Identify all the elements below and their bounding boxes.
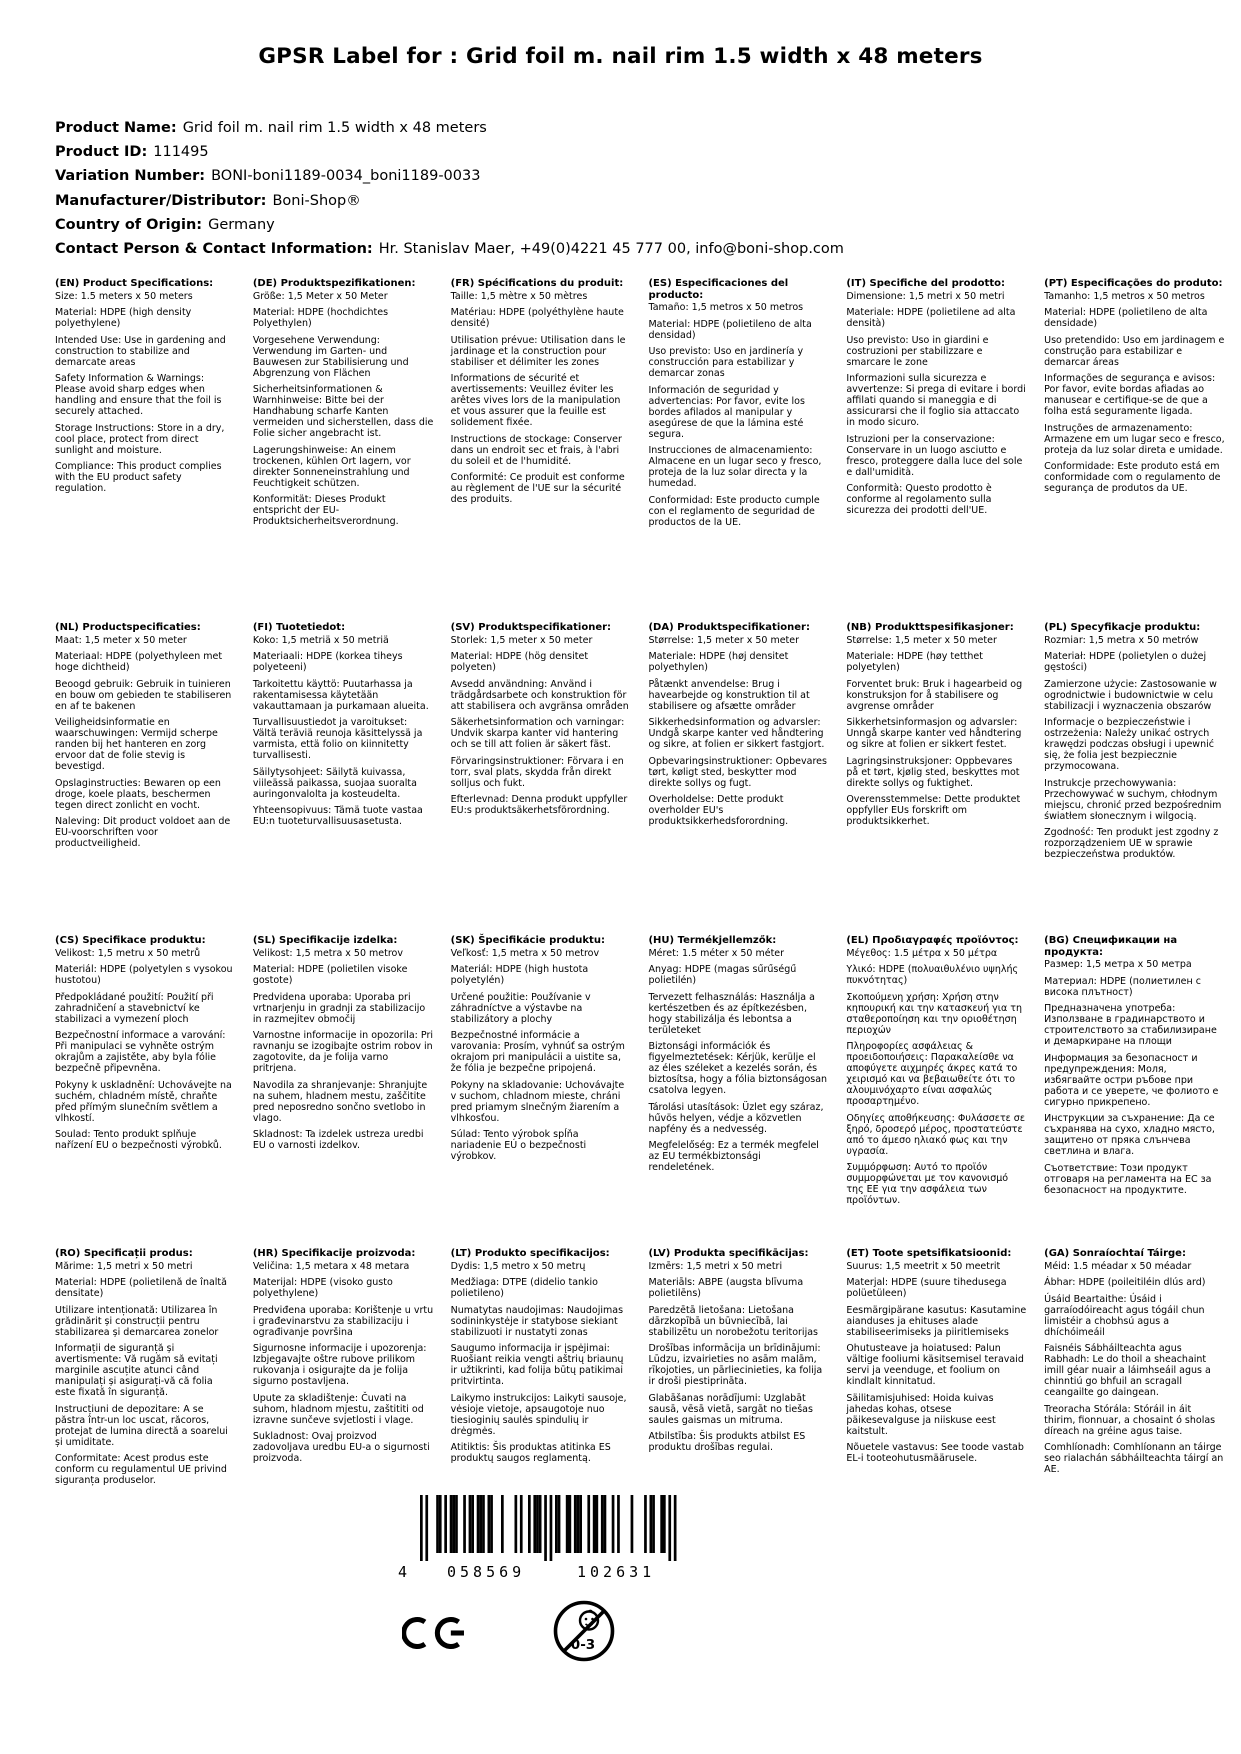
block-header-da: (DA) Produktspecifikationer: bbox=[648, 622, 810, 633]
block-item: Atbilstība: Šis produkts atbilst ES produktu drošības regulai. bbox=[648, 1431, 806, 1454]
block-item: Uso previsto: Uso en jardinería y construcción para estabilizar y demarcar zonas bbox=[648, 346, 804, 380]
block-item: Material: HDPE (polietileno de alta densidad) bbox=[648, 318, 812, 341]
block-item: Suurus: 1,5 meetrit x 50 meetrit bbox=[846, 1260, 1001, 1272]
block-item: Soulad: Tento produkt splňuje nařízení EU o bezpečnosti výrobků. bbox=[55, 1129, 222, 1152]
block-item: Ábhar: HDPE (poileitiléin dlús ard) bbox=[1044, 1277, 1206, 1289]
block-item: Méid: 1.5 méadar x 50 méadar bbox=[1044, 1260, 1192, 1272]
lang-grid-row-3 bbox=[55, 935, 1225, 1212]
lang-block-it bbox=[846, 278, 1027, 533]
lang-block-bg bbox=[1044, 935, 1225, 1212]
block-item: Conformitate: Acest produs este conform cu regulamentul UE privind siguranța produselor. bbox=[55, 1453, 227, 1487]
block-item: Vorgesehene Verwendung: Verwendung im Garten- und Bauwesen zur Stabilisierung und Abgrenzung von Flächen bbox=[252, 334, 409, 379]
block-header-bg: (BG) Спецификации на продукта: bbox=[1044, 935, 1178, 958]
bottom-symbols-section bbox=[0, 1495, 1241, 1735]
block-header-sv: (SV) Produktspecifikationer: bbox=[450, 622, 612, 633]
block-item: Material: HDPE (polietilenă de înaltă densitate) bbox=[55, 1277, 227, 1300]
block-item: Předpokládané použití: Použití při zahradničení a stavebnictví ke stabilizaci a vymezení ploch bbox=[55, 991, 214, 1025]
barcode-first-digit: 4 bbox=[398, 1563, 408, 1581]
block-item: Instrucciones de almacenamiento: Almacene en un lugar seco y fresco, proteja de la luz solar directa y la humedad. bbox=[648, 445, 822, 490]
block-header-hu: (HU) Termékjellemzők: bbox=[648, 935, 777, 946]
block-item: Atitiktis: Šis produktas atitinka ES produktų saugos reglamentą. bbox=[450, 1442, 611, 1465]
block-item: Tarkoitettu käyttö: Puutarhassa ja rakentamisessa käytetään vakauttamaan ja purkamaan alueita. bbox=[252, 678, 429, 712]
block-item: Информация за безопасност и предупреждения: Моля, избягвайте остри ръбове при работа и се уверете, че фолиото е сигурно прикрепено. bbox=[1044, 1052, 1219, 1108]
block-item: Инструкции за съхранение: Да се съхранява на сухо, хладно място, защитено от пряка слънчева светлина и влага. bbox=[1044, 1113, 1215, 1158]
block-item: Zgodność: Ten produkt jest zgodny z rozporządzeniem UE w sprawie bezpieczeństwa produktów. bbox=[1044, 827, 1219, 861]
block-item: Veiligheidsinformatie en waarschuwingen: Vermijd scherpe randen bij het hanteren en zorg ervoor dat de folie stevig is bevestigd. bbox=[55, 717, 218, 773]
block-item: Koko: 1,5 metriä x 50 metriä bbox=[252, 634, 389, 646]
block-item: Sikkerhetsinformasjon og advarsler: Unngå skarpe kanter ved håndtering og sikre at folien er sikkert festet. bbox=[846, 717, 1022, 751]
block-header-lv: (LV) Produkta specifikācijas: bbox=[648, 1248, 809, 1259]
block-item: Opbevaringsinstruktioner: Opbevares tørt, køligt sted, beskytter mod direkte sollys og fugt. bbox=[648, 755, 827, 789]
block-header-nb: (NB) Produkttspesifikasjoner: bbox=[846, 622, 1014, 633]
lang-block-ga bbox=[1044, 1248, 1225, 1492]
block-item: Informazioni sulla sicurezza e avvertenze: Si prega di evitare i bordi affilati quando si maneggia e di assicurarsi che il foglio sia attaccato in modo sicuro. bbox=[846, 373, 1026, 429]
block-item: Matériau: HDPE (polyéthylène haute densité) bbox=[450, 307, 624, 330]
block-item: Méret: 1.5 méter x 50 méter bbox=[648, 947, 785, 959]
block-item: Πληροφορίες ασφάλειας & προειδοποιήσεις: Παρακαλείσθε να αποφύγετε αιχμηρές άκρες κατά το χειρισμό και να βεβαιωθείτε ότι το αλουμινόχαρτο είναι ασφαλώς προσαρτημένο. bbox=[846, 1041, 1018, 1108]
block-item: Numatytas naudojimas: Naudojimas sodininkystėje ir statybose siekiant stabilizuoti ir nustatyti zonas bbox=[450, 1304, 624, 1338]
block-item: Informations de sécurité et avertissements: Veuillez éviter les arêtes vives lors de la manipulation et vous assurer que la feuille est solidement fixée. bbox=[450, 373, 621, 429]
block-header-cs: (CS) Specifikace produktu: bbox=[55, 935, 206, 946]
block-item: Materiale: HDPE (høy tetthet polyetylen) bbox=[846, 651, 983, 674]
product-name-line bbox=[55, 120, 1155, 138]
lang-block-el bbox=[846, 935, 1027, 1212]
age-warning-text: 0-3 bbox=[570, 1637, 596, 1653]
block-item: Materiale: HDPE (høj densitet polyethylen) bbox=[648, 651, 789, 674]
block-item: Storage Instructions: Store in a dry, cool place, protect from direct sunlight and moisture. bbox=[55, 422, 225, 456]
lang-block-hu bbox=[648, 935, 829, 1212]
block-item: Faisnéis Sábháilteachta agus Rabhadh: Le do thoil a sheachaint imill géar nuair a láimhseáil agus a chinntiú go bhfuil an scragall ceangailte go daingean. bbox=[1044, 1343, 1211, 1399]
lang-block-hr bbox=[253, 1248, 434, 1492]
variation-number-value: BONI-boni1189-0034_boni1189-0033 bbox=[211, 168, 481, 185]
lang-block-sv bbox=[451, 622, 632, 866]
lang-grid-row-1 bbox=[55, 278, 1225, 533]
block-item: Materjal: HDPE (suure tihedusega polüetüleen) bbox=[846, 1277, 1007, 1300]
block-item: Drošības informācija un brīdinājumi: Lūdzu, izvairieties no asām malām, rīkojoties, un pārliecinieties, ka folija ir droši piestiprināta. bbox=[648, 1343, 823, 1388]
block-item: Velikost: 1,5 metra x 50 metrov bbox=[252, 947, 403, 959]
block-item: Uso pretendido: Uso em jardinagem e construção para estabilizar e demarcar áreas bbox=[1044, 334, 1225, 368]
block-item: Materiál: HDPE (high hustota polyetylén) bbox=[450, 964, 589, 987]
block-item: Предназначена употреба: Използване в градинарството и строителството за стабилизиране и демаркиране на площи bbox=[1044, 1003, 1217, 1048]
block-item: Lagerungshinweise: An einem trockenen, kühlen Ort lagern, vor direkter Sonneneinstrahlung und Feuchtigkeit schützen. bbox=[252, 444, 411, 489]
block-item: Conformità: Questo prodotto è conforme al regolamento sulla sicurezza dei prodotti dell'UE. bbox=[846, 483, 992, 517]
block-item: Conformidad: Este producto cumple con el reglamento de seguridad de productos de la UE. bbox=[648, 494, 820, 528]
block-item: Informações de segurança e avisos: Por favor, evite bordas afiadas ao manusear e certifique-se de que a folha está seguramente ligada. bbox=[1044, 373, 1216, 418]
country-of-origin-value: Germany bbox=[208, 216, 275, 233]
block-header-fi: (FI) Tuotetiedot: bbox=[252, 622, 346, 633]
block-item: Instrukcje przechowywania: Przechowywać w suchym, chłodnym miejscu, chronić przed bezpośrednim światłem słonecznym i wilgocią. bbox=[1044, 777, 1222, 822]
variation-number-line bbox=[55, 168, 1155, 186]
block-item: Συμμόρφωση: Αυτό το προϊόν συμμορφώνεται με τον κανονισμό της ΕΕ για την ασφάλεια των προϊόντων. bbox=[846, 1162, 1009, 1207]
block-item: Bezpečnostní informace a varování: Při manipulaci se vyhněte ostrým okrajům a zajistěte, aby byla fólie bezpečně připevněna. bbox=[55, 1030, 226, 1075]
product-name-label: Product Name: bbox=[55, 120, 177, 136]
block-item: Utilisation prévue: Utilisation dans le jardinage et la construction pour stabiliser et délimiter les zones bbox=[450, 334, 626, 368]
variation-number-label: Variation Number: bbox=[55, 168, 206, 185]
lang-block-fr bbox=[451, 278, 632, 533]
block-item: Säkerhetsinformation och varningar: Undvik skarpa kanter vid hantering och se till att folien är säkert fäst. bbox=[450, 717, 625, 751]
block-item: Material: HDPE (hochdichtes Polyethylen) bbox=[252, 307, 389, 330]
product-id-value: 111495 bbox=[153, 144, 209, 161]
page-title: GPSR Label for : Grid foil m. nail rim 1.5 width x 48 meters bbox=[258, 44, 983, 69]
block-item: Izmērs: 1,5 metri x 50 metri bbox=[648, 1260, 783, 1272]
block-item: Určené použitie: Používanie v záhradníctve a výstavbe na stabilizátory a plochy bbox=[450, 991, 591, 1025]
block-item: Dimensione: 1,5 metri x 50 metri bbox=[846, 290, 1005, 302]
block-item: Materijal: HDPE (visoko gusto polyethylene) bbox=[252, 1277, 393, 1300]
block-item: Materiāls: ABPE (augsta blīvuma polietilēns) bbox=[648, 1277, 804, 1300]
block-item: Bezpečnostné informácie a varovania: Prosím, vyhnúť sa ostrým okrajom pri manipulácii a uistite sa, že fólia je bezpečne pripojená. bbox=[450, 1030, 625, 1075]
block-item: Predvidena uporaba: Uporaba pri vrtnarjenju in gradnji za stabilizacijo in razmejitev območij bbox=[252, 991, 426, 1025]
block-item: Saugumo informacija ir įspėjimai: Ruošiant reikia vengti aštrių briaunų ir užtikrinti, kad folija būtų patikimai pritvirtinta. bbox=[450, 1343, 624, 1388]
ce-mark-icon bbox=[402, 1607, 466, 1663]
block-item: Material: HDPE (high density polyethylene) bbox=[55, 307, 192, 330]
block-item: Naleving: Dit product voldoet aan de EU-voorschriften voor productveiligheid. bbox=[55, 816, 231, 850]
block-item: Größe: 1,5 Meter x 50 Meter bbox=[252, 290, 388, 302]
block-item: Yhteensopivuus: Tämä tuote vastaa EU:n tuoteturvallisuusasetusta. bbox=[252, 805, 423, 828]
block-header-el: (EL) Προδιαγραφές προϊόντος: bbox=[846, 935, 1019, 946]
block-item: Overholdelse: Dette produkt overholder EU's produktsikkerhedsforordning. bbox=[648, 794, 789, 828]
contact-label: Contact Person & Contact Information: bbox=[55, 240, 373, 257]
block-item: Υλικό: HDPE (πολυαιθυλένιο υψηλής πυκνότητας) bbox=[846, 964, 1019, 987]
block-item: Material: HDPE (polietileno de alta densidade) bbox=[1044, 307, 1208, 330]
block-item: Instrucțiuni de depozitare: A se păstra într-un loc uscat, răcoros, protejat de lumina directă a soarelui și umiditate. bbox=[55, 1403, 228, 1448]
block-item: Tamaño: 1,5 metros x 50 metros bbox=[648, 302, 804, 314]
block-header-it: (IT) Specifiche del prodotto: bbox=[846, 278, 1005, 289]
lang-block-es bbox=[648, 278, 829, 533]
age-warning-0-3-icon bbox=[552, 1599, 616, 1667]
block-item: Pokyny na skladovanie: Uchovávajte v suchom, chladnom mieste, chráni pred priamym slnečným žiarením a vlhkosťou. bbox=[450, 1079, 625, 1124]
block-item: Anyag: HDPE (magas sűrűségű polietilén) bbox=[648, 964, 797, 987]
block-header-hr: (HR) Specifikacije proizvoda: bbox=[252, 1248, 416, 1259]
block-item: Compliance: This product complies with the EU product safety regulation. bbox=[55, 461, 222, 495]
block-item: Beoogd gebruik: Gebruik in tuinieren en bouw om gebieden te stabiliseren en af te bakenen bbox=[55, 678, 232, 712]
block-item: Съответствие: Този продукт отговаря на регламента на ЕС за безопасност на продуктите. bbox=[1044, 1162, 1212, 1196]
block-item: Predviđena uporaba: Korištenje u vrtu i građevinarstvu za stabilizaciju i ograđivanje površina bbox=[252, 1304, 434, 1338]
block-item: Påtænkt anvendelse: Brug i havearbejde og konstruktion til at stabilisere og afsætte områder bbox=[648, 678, 810, 712]
manufacturer-label: Manufacturer/Distributor: bbox=[55, 192, 267, 209]
block-item: Safety Information & Warnings: Please avoid sharp edges when handling and ensure that the foil is securely attached. bbox=[55, 373, 222, 418]
block-item: Materiaali: HDPE (korkea tiheys polyeteeni) bbox=[252, 651, 403, 674]
lang-block-lv bbox=[648, 1248, 829, 1492]
block-item: Forventet bruk: Bruk i hagearbeid og konstruksjon for å stabilisere og avgrense områder bbox=[846, 678, 1023, 712]
block-header-ro: (RO) Specificații produs: bbox=[55, 1248, 193, 1259]
block-item: Μέγεθος: 1.5 μέτρα x 50 μέτρα bbox=[846, 947, 998, 959]
block-item: Sicherheitsinformationen & Warnhinweise: Bitte bei der Handhabung scharfe Kanten vermeiden und sicherstellen, dass die Folie sicher angebracht ist. bbox=[252, 384, 434, 440]
lang-block-pt bbox=[1044, 278, 1225, 533]
country-of-origin-label: Country of Origin: bbox=[55, 216, 203, 233]
block-item: Dydis: 1,5 metro x 50 metrų bbox=[450, 1260, 586, 1272]
block-item: Opslaginstructies: Bewaren op een droge, koele plaats, beschermen tegen direct zonlicht en vocht. bbox=[55, 777, 221, 811]
block-item: Varnostne informacije in opozorila: Pri ravnanju se izogibajte ostrim robov in zagotovite, da je folija varno pritrjena. bbox=[252, 1030, 434, 1075]
block-header-nl: (NL) Productspecificaties: bbox=[55, 622, 201, 633]
block-item: Treoracha Stórála: Stóráil in áit thirim, fionnuar, a chosaint ó sholas díreach na gréine agus taise. bbox=[1044, 1403, 1216, 1437]
block-item: Súlad: Tento výrobok spĺňa nariadenie EÚ o bezpečnosti výrobkov. bbox=[450, 1129, 587, 1163]
block-item: Conformité: Ce produit est conforme au règlement de l'UE sur la sécurité des produits. bbox=[450, 472, 625, 506]
lang-block-pl bbox=[1044, 622, 1225, 866]
block-header-fr: (FR) Spécifications du produit: bbox=[450, 278, 624, 289]
block-item: Tervezett felhasználás: Használja a kertészetben és az építkezésben, hogy stabilizálja és lebontsa a területeket bbox=[648, 991, 815, 1036]
block-item: Medžiaga: DTPE (didelio tankio polietileno) bbox=[450, 1277, 598, 1300]
block-item: Paredzētā lietošana: Lietošana dārzkopībā un būvniecībā, lai stabilizētu un norobežotu teritorijas bbox=[648, 1304, 818, 1338]
product-id-line bbox=[55, 144, 1155, 162]
manufacturer-value: Boni-Shop® bbox=[272, 192, 361, 209]
block-item: Sikkerhedsinformation og advarsler: Undgå skarpe kanter ved håndtering og sikre, at folien er sikkert fastgjort. bbox=[648, 717, 825, 751]
block-item: Размер: 1,5 метра x 50 метра bbox=[1044, 959, 1192, 971]
block-item: Avsedd användning: Använd i trädgårdsarbete och konstruktion för att stabilisera och avgränsa områden bbox=[450, 678, 629, 712]
block-item: Laikymo instrukcijos: Laikyti sausoje, vėsioje vietoje, apsaugotoje nuo tiesioginių saulės spindulių ir drėgmės. bbox=[450, 1392, 627, 1437]
barcode-bars bbox=[392, 1495, 692, 1561]
block-header-pl: (PL) Specyfikacje produktu: bbox=[1044, 622, 1201, 633]
block-item: Οδηγίες αποθήκευσης: Φυλάσσετε σε ξηρό, δροσερό μέρος, προστατεύστε από το άμεσο ηλιακό φως και την υγρασία. bbox=[846, 1112, 1025, 1157]
block-item: Comhlíonadh: Comhlíonann an táirge seo rialachán sábháilteachta táirgí an AE. bbox=[1044, 1442, 1224, 1476]
block-item: Förvaringsinstruktioner: Förvara i en torr, sval plats, skydda från direkt solljus och fukt. bbox=[450, 755, 624, 789]
barcode-numbers bbox=[392, 1561, 702, 1583]
manufacturer-line bbox=[55, 193, 1155, 211]
lang-block-lt bbox=[451, 1248, 632, 1492]
block-item: Conformidade: Este produto está em conformidade com o regulamento de segurança de produtos da UE. bbox=[1044, 461, 1221, 495]
lang-block-nl bbox=[55, 622, 236, 866]
block-item: Instruções de armazenamento: Armazene em um lugar seco e fresco, proteja da luz solar direta e umidade. bbox=[1044, 422, 1225, 456]
barcode-left-group: 058569 bbox=[444, 1563, 528, 1581]
lang-block-nb bbox=[846, 622, 1027, 866]
block-item: Sukladnost: Ovaj proizvod zadovoljava uredbu EU-a o sigurnosti proizvoda. bbox=[252, 1431, 430, 1465]
block-item: Størrelse: 1,5 meter x 50 meter bbox=[648, 634, 800, 646]
block-item: Säilytysohjeet: Säilytä kuivassa, viileässä paikassa, suojaa suoralta auringonvalolta ja kosteudelta. bbox=[252, 766, 417, 800]
block-header-sl: (SL) Specifikacije izdelka: bbox=[252, 935, 398, 946]
block-item: Veličina: 1,5 metara x 48 metara bbox=[252, 1260, 410, 1272]
block-item: Úsáid Beartaithe: Úsáid i garraíodóireacht agus tógáil chun limistéir a chobhsú agus a dhíchóimeáil bbox=[1044, 1293, 1205, 1338]
ean13-barcode-icon bbox=[392, 1495, 702, 1587]
lang-block-sl bbox=[253, 935, 434, 1212]
block-item: Glabāšanas norādījumi: Uzglabāt sausā, vēsā vietā, sargāt no tiešas saules gaismas un mitruma. bbox=[648, 1392, 813, 1426]
block-item: Konformität: Dieses Produkt entspricht der EU-Produktsicherheitsverordnung. bbox=[252, 494, 399, 528]
block-item: Uso previsto: Uso in giardini e costruzioni per stabilizzare e smarcare le zone bbox=[846, 334, 989, 368]
block-item: Materiál: HDPE (polyetylen s vysokou hustotou) bbox=[55, 964, 233, 987]
block-item: Informații de siguranță și avertismente: Vă rugăm să evitați marginile ascuțite atunci când manipulați și asigurați-vă că folia este fixată în siguranță. bbox=[55, 1343, 218, 1399]
block-item: Informacje o bezpieczeństwie i ostrzeżenia: Należy unikać ostrych krawędzi podczas obsługi i upewnić się, że folia jest bezpiecznie przymocowana. bbox=[1044, 717, 1214, 773]
block-item: Sigurnosne informacije i upozorenja: Izbjegavajte oštre rubove prilikom rukovanja i osigurajte da je folija sigurno postavljena. bbox=[252, 1343, 427, 1388]
block-item: Size: 1.5 meters x 50 meters bbox=[55, 290, 193, 302]
block-item: Istruzioni per la conservazione: Conservare in un luogo asciutto e fresco, proteggere dalla luce del sole e dall'umidità. bbox=[846, 433, 1023, 478]
block-header-lt: (LT) Produkto specifikacijos: bbox=[450, 1248, 610, 1259]
block-item: Material: HDPE (hög densitet polyeten) bbox=[450, 651, 589, 674]
lang-block-en bbox=[55, 278, 236, 533]
lang-block-cs bbox=[55, 935, 236, 1212]
block-item: Skladnost: Ta izdelek ustreza uredbi EU o varnosti izdelkov. bbox=[252, 1129, 424, 1152]
product-info-section bbox=[55, 120, 1155, 265]
block-item: Maat: 1,5 meter x 50 meter bbox=[55, 634, 187, 646]
block-header-en: (EN) Product Specifications: bbox=[55, 278, 214, 289]
lang-grid-row-2 bbox=[55, 622, 1225, 866]
lang-grid-row-4 bbox=[55, 1248, 1225, 1492]
lang-block-sk bbox=[451, 935, 632, 1212]
block-item: Σκοπούμενη χρήση: Χρήση στην κηπουρική και την κατασκευή για τη σταθεροποίηση και την οριοθέτηση περιοχών bbox=[846, 991, 1023, 1036]
block-item: Материал: HDPE (полиетилен с висока плътност) bbox=[1044, 975, 1201, 998]
block-item: Lagringsinstruksjoner: Oppbevares på et tørt, kjølig sted, beskyttes mot direkte sollys og fuktighet. bbox=[846, 755, 1020, 789]
block-item: Material: HDPE (polietilen visoke gostote) bbox=[252, 964, 408, 987]
block-item: Veľkosť: 1,5 metra x 50 metrov bbox=[450, 947, 600, 959]
block-header-et: (ET) Toote spetsifikatsioonid: bbox=[846, 1248, 1012, 1259]
block-item: Utilizare intenționată: Utilizarea în grădinărit și construcții pentru stabilizarea și demarcarea zonelor bbox=[55, 1304, 219, 1338]
block-item: Materiaal: HDPE (polyethyleen met hoge dichtheid) bbox=[55, 651, 223, 674]
lang-block-ro bbox=[55, 1248, 236, 1492]
block-item: Intended Use: Use in gardening and construction to stabilize and demarcate areas bbox=[55, 334, 226, 368]
block-item: Megfelelőség: Ez a termék megfelel az EU termékbiztonsági rendeletének. bbox=[648, 1140, 819, 1174]
block-item: Materiał: HDPE (polietylen o dużej gęstości) bbox=[1044, 651, 1207, 674]
block-header-de: (DE) Produktspezifikationen: bbox=[252, 278, 416, 289]
block-item: Säilitamisjuhised: Hoida kuivas jahedas kohas, otsese päikesevalguse ja niiskuse eest kaitstult. bbox=[846, 1392, 996, 1437]
block-item: Turvallisuustiedot ja varoitukset: Vältä teräviä reunoja käsittelyssä ja varmista, että folio on kiinnitetty turvallisesti. bbox=[252, 717, 423, 762]
block-header-sk: (SK) Špecifikácie produktu: bbox=[450, 935, 605, 946]
block-item: Instructions de stockage: Conserver dans un endroit sec et frais, à l'abri du soleil et de l'humidité. bbox=[450, 433, 622, 467]
block-item: Navodila za shranjevanje: Shranjujte na suhem, hladnem mestu, zaščitite pred neposredno sončno svetlobo in vlago. bbox=[252, 1079, 428, 1124]
block-header-pt: (PT) Especificações do produto: bbox=[1044, 278, 1223, 289]
block-item: Materiale: HDPE (polietilene ad alta densità) bbox=[846, 307, 1016, 330]
block-item: Efterlevnad: Denna produkt uppfyller EU:s produktsäkerhetsförordning. bbox=[450, 794, 628, 817]
block-item: Taille: 1,5 mètre x 50 mètres bbox=[450, 290, 588, 302]
country-of-origin-line bbox=[55, 217, 1155, 235]
block-item: Tárolási utasítások: Üzlet egy száraz, hűvös helyen, védje a közvetlen napfény és a nedvesség. bbox=[648, 1101, 824, 1135]
contact-line bbox=[55, 241, 1155, 259]
block-item: Mărime: 1,5 metri x 50 metri bbox=[55, 1260, 193, 1272]
lang-block-de bbox=[253, 278, 434, 533]
block-item: Overensstemmelse: Dette produktet oppfyller EUs forskrift om produktsikkerhet. bbox=[846, 794, 1021, 828]
block-item: Tamanho: 1,5 metros x 50 metros bbox=[1044, 290, 1205, 302]
block-header-ga: (GA) Sonraíochtaí Táirge: bbox=[1044, 1248, 1186, 1259]
product-name-value: Grid foil m. nail rim 1.5 width x 48 meters bbox=[182, 120, 487, 136]
block-item: Velikost: 1,5 metru x 50 metrů bbox=[55, 947, 201, 959]
lang-block-et bbox=[846, 1248, 1027, 1492]
block-item: Zamierzone użycie: Zastosowanie w ogrodnictwie i budownictwie w celu stabilizacji i wyznaczenia obszarów bbox=[1044, 678, 1217, 712]
block-item: Størrelse: 1,5 meter x 50 meter bbox=[846, 634, 997, 646]
block-item: Upute za skladištenje: Čuvati na suhom, hladnom mjestu, zaštititi od izravne sunčeve svjetlosti i vlage. bbox=[252, 1392, 424, 1426]
lang-block-da bbox=[648, 622, 829, 866]
barcode-right-group: 102631 bbox=[574, 1563, 658, 1581]
block-item: Eesmärgipärane kasutus: Kasutamine aianduses ja ehituses alade stabiliseerimiseks ja piiritlemiseks bbox=[846, 1304, 1027, 1338]
block-item: Storlek: 1,5 meter x 50 meter bbox=[450, 634, 593, 646]
block-item: Rozmiar: 1,5 metra x 50 metrów bbox=[1044, 634, 1199, 646]
block-item: Pokyny k uskladnění: Uchovávejte na suchém, chladném místě, chraňte před přímým slunečním světlem a vlhkostí. bbox=[55, 1079, 232, 1124]
block-item: Información de seguridad y advertencias: Por favor, evite los bordes afilados al manipular y asegúrese de que la lámina esté segura. bbox=[648, 384, 805, 440]
block-item: Ohutusteave ja hoiatused: Palun vältige fooliumi käsitsemisel teravaid servi ja veenduge, et foolium on kindlalt kinnitatud. bbox=[846, 1343, 1024, 1388]
block-item: Nõuetele vastavus: See toode vastab EL-i tooteohutusmäärusele. bbox=[846, 1442, 1024, 1465]
contact-value: Hr. Stanislav Maer, +49(0)4221 45 777 00, info@boni-shop.com bbox=[378, 240, 844, 257]
block-header-es: (ES) Especificaciones del producto: bbox=[648, 278, 789, 301]
block-item: Biztonsági információk és figyelmeztetések: Kérjük, kerülje el az éles széleket a kezelés során, és biztosítsa, hogy a fólia biztonságosan csatolva legyen. bbox=[648, 1041, 828, 1097]
lang-block-fi bbox=[253, 622, 434, 866]
product-id-label: Product ID: bbox=[55, 144, 148, 161]
